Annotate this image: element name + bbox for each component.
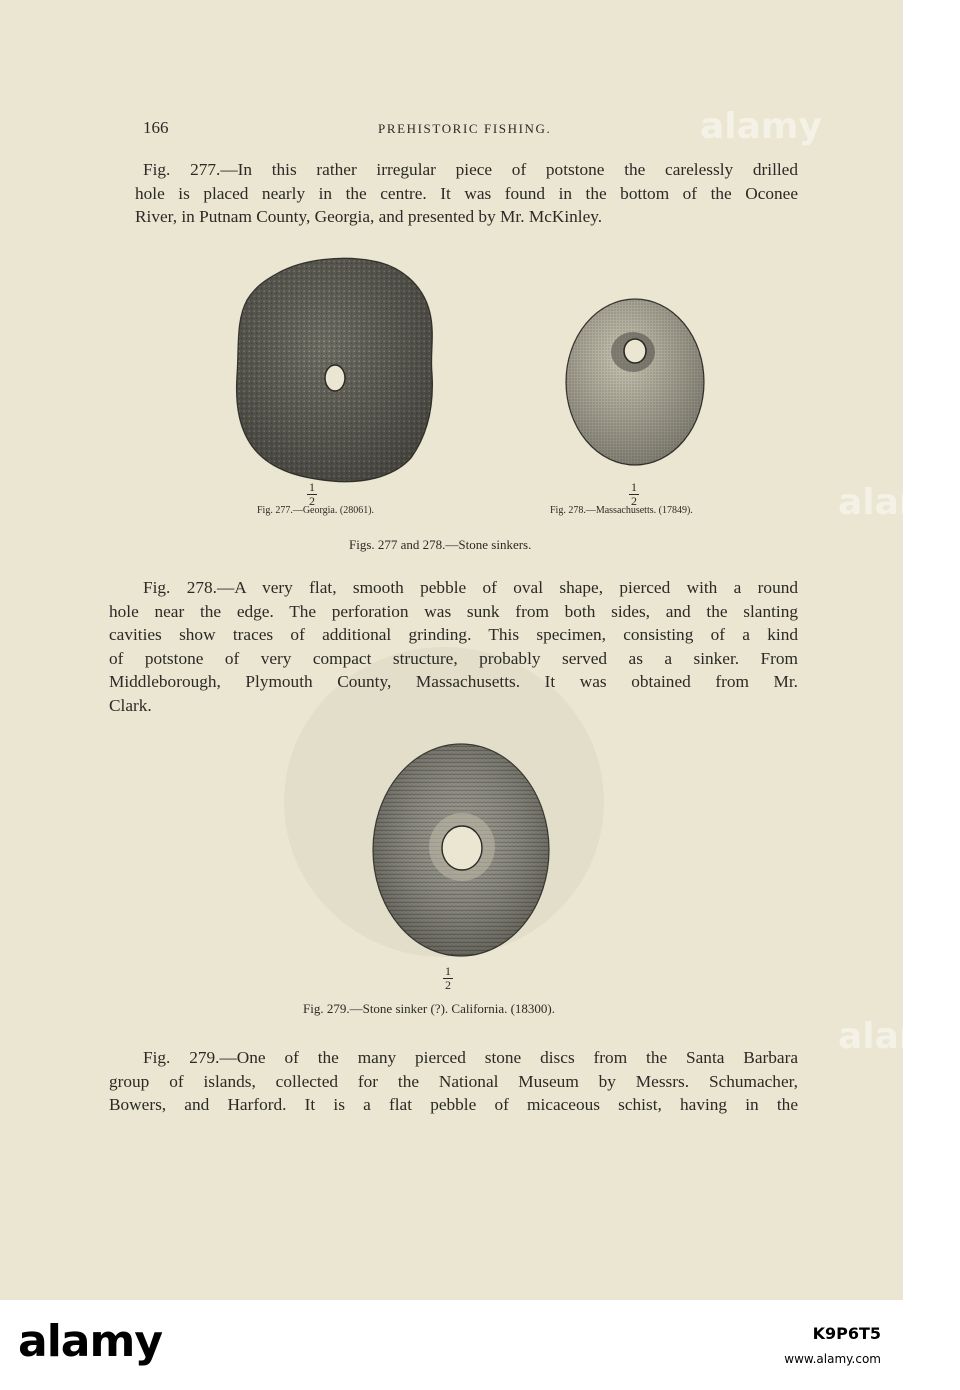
figure-279-california-stone [370, 741, 552, 959]
scale-fraction-277 [305, 482, 319, 507]
text-line: Middleborough, Plymouth County, Massachusetts. It was obtained from Mr. [109, 672, 798, 692]
paragraph-fig-277 [135, 158, 798, 229]
scale-numerator: 1 [631, 480, 637, 494]
scale-fraction-279 [441, 966, 455, 991]
scale-numerator: 1 [445, 964, 451, 978]
figure-278-label: Fig. 278.—Massachusetts. (17849). [550, 505, 693, 516]
text-line: River, in Putnam County, Georgia, and presented by Mr. McKinley. [135, 207, 603, 227]
alamy-url: www.alamy.com [784, 1352, 881, 1366]
text-line: hole is placed nearly in the centre. It was found in the bottom of the Oconee [135, 183, 798, 203]
text-line: cavities show traces of additional grinding. This specimen, consisting of a kind [109, 625, 798, 645]
figures-277-278-caption: Figs. 277 and 278.—Stone sinkers. [349, 537, 532, 552]
text-line: Clark. [109, 695, 152, 715]
figure-277-label: Fig. 277.—Georgia. (28061). [257, 505, 375, 516]
watermark-text: alamy [700, 106, 822, 147]
text-line: hole near the edge. The perforation was sunk from both sides, and the slanting [109, 601, 798, 621]
georgia-stone-illustration [233, 255, 438, 485]
text-line: Bowers, and Harford. It is a flat pebble of micaceous schist, having in the [109, 1095, 798, 1115]
image-id: K9P6T5 [812, 1324, 881, 1343]
california-stone-illustration [370, 741, 552, 959]
paragraph-fig-278 [109, 576, 798, 718]
text-line: Fig. 277.—In this rather irregular piece of potstone the carelessly drilled [143, 160, 798, 179]
watermark-text: alamy [838, 482, 960, 523]
watermark-text: alamy [838, 1016, 960, 1057]
scale-numerator: 1 [309, 480, 315, 494]
scale-denominator: 2 [309, 494, 315, 508]
paragraph-fig-279 [109, 1046, 798, 1117]
scale-denominator: 2 [631, 494, 637, 508]
scale-fraction-278 [627, 482, 641, 507]
page-number: 166 [143, 118, 169, 137]
text-line: Fig. 279.—One of the many pierced stone discs from the Santa Barbara [143, 1048, 798, 1067]
massachusetts-stone-illustration [563, 294, 708, 467]
text-line: of potstone of very compact structure, probably served as a sinker. From [109, 648, 798, 668]
figure-279-caption: Fig. 279.—Stone sinker (?). California. (18300). [303, 1001, 556, 1016]
drill-hole [325, 365, 345, 391]
running-title: PREHISTORIC FISHING. [378, 121, 552, 136]
alamy-logo: alamy [18, 1316, 162, 1367]
drill-hole [624, 339, 646, 363]
drill-hole [442, 826, 482, 870]
text-line: Fig. 278.—A very flat, smooth pebble of oval shape, pierced with a round [143, 578, 798, 597]
text-line: group of islands, collected for the National Museum by Messrs. Schumacher, [109, 1071, 798, 1091]
scale-denominator: 2 [445, 978, 451, 992]
figure-277-georgia-stone [233, 255, 438, 485]
figure-278-massachusetts-stone [563, 294, 708, 467]
